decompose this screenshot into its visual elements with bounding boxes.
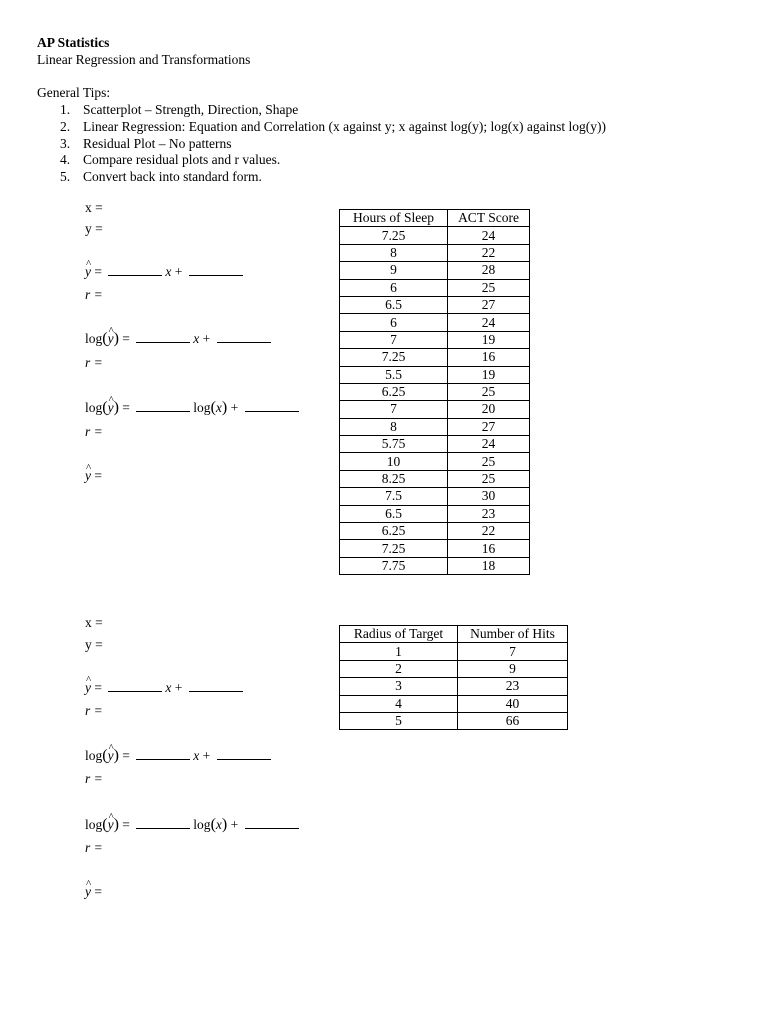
tip-text: Scatterplot – Strength, Direction, Shape — [83, 102, 299, 117]
table-row — [340, 383, 530, 400]
power-equation: log(^ y) = log(x) + — [85, 817, 302, 833]
log-label: log — [85, 748, 103, 763]
x-variable: x — [193, 748, 200, 763]
yhat-symbol: ^ y — [108, 400, 114, 416]
table-cell: 25 — [448, 453, 530, 470]
table-cell: 20 — [448, 401, 530, 418]
intercept-blank — [217, 748, 271, 760]
final-equation: ^ y = — [85, 468, 102, 484]
table-cell: 6.5 — [340, 505, 448, 522]
table-row — [340, 470, 530, 487]
table-row — [340, 262, 530, 279]
table-cell: 6.25 — [340, 523, 448, 540]
r-value — [85, 771, 103, 787]
linear-equation: ^ y = x + — [85, 264, 246, 280]
r-label: r = — [85, 424, 103, 439]
table-row — [340, 712, 568, 729]
table-cell: 7.5 — [340, 488, 448, 505]
table-cell: 3 — [340, 678, 458, 695]
table-cell: 23 — [458, 678, 568, 695]
page-subtitle: Linear Regression and Transformations — [37, 52, 251, 67]
r-label: r = — [85, 771, 103, 786]
plus-sign: + — [174, 264, 183, 279]
linear-equation: ^ y = x + — [85, 680, 246, 696]
table-row — [340, 279, 530, 296]
table-cell: 19 — [448, 331, 530, 348]
table-cell: 8.25 — [340, 470, 448, 487]
r-label: r = — [85, 840, 103, 855]
table-cell: 8 — [340, 244, 448, 261]
table-row — [340, 523, 530, 540]
table-cell: 18 — [448, 557, 530, 574]
x-variable: x — [165, 680, 172, 695]
column-header-radius-of-target: Radius of Target — [340, 626, 458, 643]
intercept-blank — [217, 331, 271, 343]
r-value — [85, 355, 103, 371]
tip-item — [60, 152, 606, 169]
table-cell: 9 — [458, 660, 568, 677]
table-row — [340, 678, 568, 695]
table-cell: 19 — [448, 366, 530, 383]
table-cell: 2 — [340, 660, 458, 677]
tip-number: 1. — [60, 102, 71, 117]
x-definition: x = — [85, 615, 103, 630]
slope-blank — [136, 331, 190, 343]
page-title: AP Statistics — [37, 35, 110, 50]
x-variable: x — [165, 264, 172, 279]
yhat-symbol: ^ y — [108, 748, 114, 764]
table-cell: 7.25 — [340, 227, 448, 244]
table-cell: 1 — [340, 643, 458, 660]
table-cell: 25 — [448, 470, 530, 487]
table-row — [340, 418, 530, 435]
tips-list — [60, 102, 606, 186]
table-cell: 25 — [448, 383, 530, 400]
plus-sign: + — [230, 400, 239, 415]
y-definition: y = — [85, 221, 103, 236]
table-cell: 7.25 — [340, 540, 448, 557]
tip-number: 4. — [60, 152, 71, 168]
tips-heading: General Tips: — [37, 85, 111, 100]
tip-text: Convert back into standard form. — [83, 169, 262, 185]
table-cell: 5 — [340, 712, 458, 729]
yhat-symbol: ^ y — [85, 264, 91, 280]
exponential-equation: log(^ y) = x + — [85, 748, 274, 764]
table-cell: 16 — [448, 349, 530, 366]
table-cell: 7 — [340, 401, 448, 418]
slope-blank — [136, 748, 190, 760]
table-cell: 5.75 — [340, 436, 448, 453]
sleep-act-table — [339, 209, 530, 575]
column-header-number-of-hits: Number of Hits — [458, 626, 568, 643]
x-variable: x — [215, 400, 222, 415]
table-cell: 10 — [340, 453, 448, 470]
y-definition: y = — [85, 637, 103, 652]
table-row — [340, 314, 530, 331]
r-value — [85, 287, 103, 303]
power-equation: log(^ y) = log(x) + — [85, 400, 302, 416]
table-cell: 7 — [340, 331, 448, 348]
table-row — [340, 244, 530, 261]
table-row — [340, 453, 530, 470]
radius-hits-table — [339, 625, 568, 730]
table-cell: 6 — [340, 279, 448, 296]
table-row — [340, 505, 530, 522]
table-cell: 27 — [448, 296, 530, 313]
table-row — [340, 660, 568, 677]
tip-text: Compare residual plots and r values. — [83, 152, 281, 168]
yhat-symbol: ^ y — [108, 331, 114, 347]
x-variable: x — [215, 817, 222, 832]
table-cell: 40 — [458, 695, 568, 712]
r-label: r = — [85, 355, 103, 370]
r-value — [85, 424, 103, 440]
log-label: log — [193, 400, 211, 415]
plus-sign: + — [174, 680, 183, 695]
table-cell: 66 — [458, 712, 568, 729]
table-row — [340, 436, 530, 453]
table-cell: 30 — [448, 488, 530, 505]
slope-blank — [136, 817, 190, 829]
slope-blank — [108, 680, 162, 692]
table-row — [340, 331, 530, 348]
table-header-row — [340, 210, 530, 227]
table-row — [340, 695, 568, 712]
x-variable: x — [193, 331, 200, 346]
table-cell: 22 — [448, 523, 530, 540]
table-cell: 8 — [340, 418, 448, 435]
slope-blank — [108, 264, 162, 276]
tip-item — [60, 119, 606, 136]
table-cell: 6 — [340, 314, 448, 331]
table-cell: 23 — [448, 505, 530, 522]
table-row — [340, 349, 530, 366]
table-row — [340, 488, 530, 505]
slope-blank — [136, 400, 190, 412]
table-cell: 16 — [448, 540, 530, 557]
tip-number: 5. — [60, 169, 71, 185]
table-cell: 7 — [458, 643, 568, 660]
tip-number: 3. — [60, 135, 71, 151]
intercept-blank — [245, 817, 299, 829]
yhat-symbol: ^ y — [85, 680, 91, 696]
plus-sign: + — [202, 748, 211, 763]
intercept-blank — [189, 264, 243, 276]
r-value — [85, 703, 103, 719]
x-definition: x = — [85, 200, 103, 215]
table-row — [340, 643, 568, 660]
column-header-hours-of-sleep: Hours of Sleep — [340, 210, 448, 227]
table-row — [340, 296, 530, 313]
table-cell: 28 — [448, 262, 530, 279]
tip-text: Linear Regression: Equation and Correlation (x against y; x against log(y); log(x) against log(y)) — [83, 118, 606, 134]
table-header-row — [340, 626, 568, 643]
log-label: log — [85, 817, 103, 832]
tip-number: 2. — [60, 118, 71, 134]
table-row — [340, 557, 530, 574]
log-label: log — [85, 400, 103, 415]
yhat-symbol: ^ y — [85, 884, 91, 900]
table-cell: 5.5 — [340, 366, 448, 383]
intercept-blank — [245, 400, 299, 412]
table-row — [340, 227, 530, 244]
table-row — [340, 540, 530, 557]
r-label: r = — [85, 703, 103, 718]
log-label: log — [85, 331, 103, 346]
final-equation: ^ y = — [85, 884, 102, 900]
table-row — [340, 366, 530, 383]
table-cell: 24 — [448, 227, 530, 244]
table-cell: 7.25 — [340, 349, 448, 366]
exponential-equation: log(^ y) = x + — [85, 331, 274, 347]
table-cell: 6.25 — [340, 383, 448, 400]
tip-text: Residual Plot – No patterns — [83, 135, 232, 151]
plus-sign: + — [230, 817, 239, 832]
log-label: log — [193, 817, 211, 832]
table-cell: 24 — [448, 314, 530, 331]
yhat-symbol: ^ y — [85, 468, 91, 484]
table-cell: 7.75 — [340, 557, 448, 574]
table-cell: 6.5 — [340, 296, 448, 313]
table-row — [340, 401, 530, 418]
tip-item — [60, 169, 606, 186]
tip-item — [60, 102, 606, 119]
tip-item — [60, 136, 606, 153]
r-value — [85, 840, 103, 856]
column-header-act-score: ACT Score — [448, 210, 530, 227]
r-label: r = — [85, 287, 103, 302]
intercept-blank — [189, 680, 243, 692]
table-cell: 4 — [340, 695, 458, 712]
table-cell: 9 — [340, 262, 448, 279]
table-cell: 27 — [448, 418, 530, 435]
yhat-symbol: ^ y — [108, 817, 114, 833]
table-cell: 24 — [448, 436, 530, 453]
table-cell: 25 — [448, 279, 530, 296]
plus-sign: + — [202, 331, 211, 346]
table-cell: 22 — [448, 244, 530, 261]
